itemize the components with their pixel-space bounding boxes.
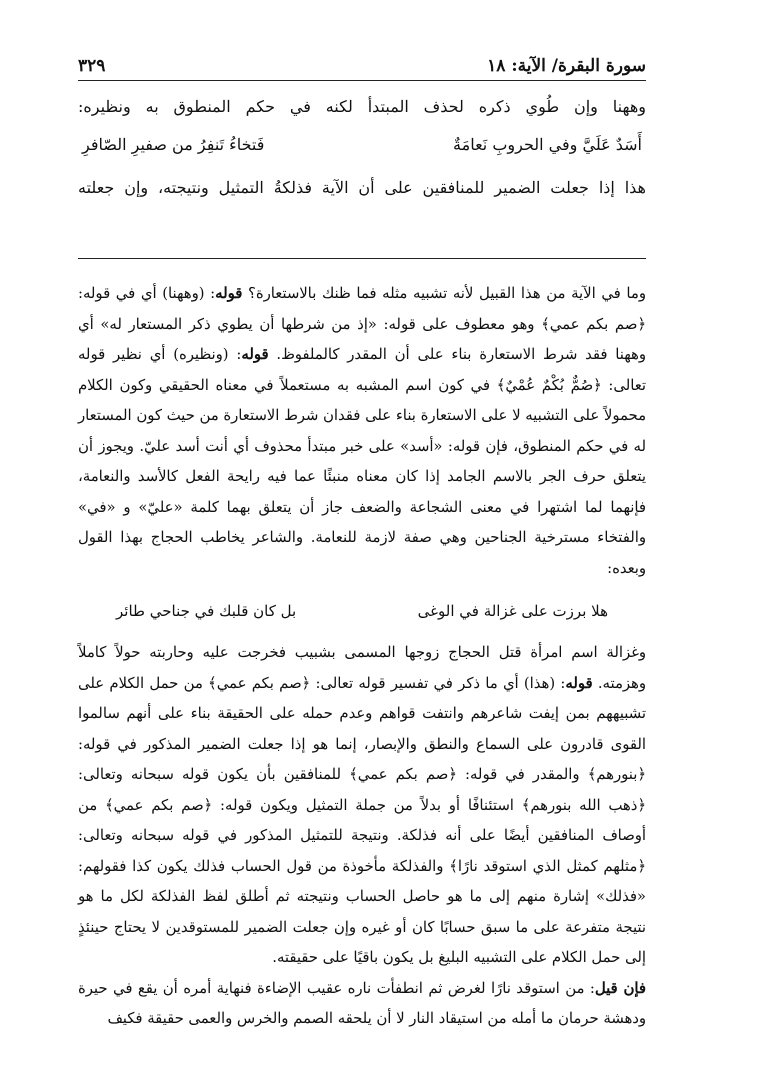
commentary-text: : (ونظيره) أي نظير قوله تعالى: ﴿صُمٌّ بُكْمٌ عُمْيٌ﴾ في كون اسم المشبه به مستعملاً في معناه الحقيقي وكون الكلام محمولاً على التشبيه لا على الاستعارة بناء على فقدان شرط الاستعارة من حيث كون المستعار له في حكم المنطوق، فإن قوله: «أسد» على خبر مبتدأ محذوف أي أنت أسد عليّ. ويجوز أن يتعلق حرف الجر بالاسم الجامد إذا كان معناه منبئًا عما فيه رايحة الفعل كالأسد والنعامة، فإنهما لما اشتهرا في معنى الشجاعة والضعف جاز أن يتعلق بهما كلمة «عليّ» و «في» والفتخاء مسترخية الجناحين وهي صفة لازمة للنعامة. والشاعر يخاطب الحجاج بهذا القول وبعده: (78, 346, 646, 577)
verse-second-hemistich: فَتخاءُ تَنفِرُ من صفيرِ الصّافرِ (82, 135, 265, 154)
verse-second-hemistich: بل كان قلبك في جناحي طائر (116, 602, 297, 620)
commentary-paragraph (78, 974, 646, 1035)
commentary-keyword: قوله (241, 346, 269, 363)
main-text (78, 92, 646, 208)
commentary-text: وما في الآية من هذا القبيل لأنه تشبيه مثله فما ظنك بالاستعارة؟ (242, 285, 646, 302)
commentary (78, 279, 646, 1035)
commentary-text: : (وههنا) أي في قوله: ﴿صم بكم عمي﴾ وهو معطوف على قوله: «إذ من شرطها أن يطوي ذكر المستعار له» أي وههنا فقد شرط الاستعارة بناء على أن المقدر كالملفوظ. (78, 285, 647, 363)
commentary-keyword: فإن قيل (594, 979, 646, 997)
main-text-line: هذا إذا جعلت الضمير للمنافقين على أن الآية فذلكةُ التمثيل ونتيجته، وإن جعلته (78, 178, 646, 197)
verse-first-hemistich: أَسَدٌ عَلَيَّ وفي الحروبِ نَعامَةٌ (453, 135, 642, 154)
commentary-keyword: قوله (565, 674, 593, 692)
footnote-divider (78, 258, 646, 259)
main-text-line: وههنا وإن طُوي ذكره لحذف المبتدأ لكنه في حكم المنطوق به ونظيره: (78, 97, 646, 116)
commentary-text: وغزالة اسم امرأة قتل الحجاج زوجها المسمى بشبيب فخرجت عليه وحاربته حولاً كاملاً وهزمته. (78, 644, 646, 692)
verse-first-hemistich: هلا برزت على غزالة في الوغى (417, 602, 608, 620)
commentary-text: : من استوقد نارًا لغرض ثم انطفأت ناره عقيب الإضاءة فنهاية أمره أن يقع في حيرة ودهشة حرمان ما أمله من استيقاد النار لا أن يلحقه الصمم والخرس والعمى حقيقة فكيف (78, 979, 646, 1027)
commentary-paragraph (78, 638, 646, 974)
page-header (78, 46, 646, 81)
commentary-text: : (هذا) أي ما ذكر في تفسير قوله تعالى: ﴿صم بكم عمي﴾ من حمل الكلام على تشبيههم بمن إيفت شاعرهم وانتفت قواهم وعدم حمله على الحقيقة بناء على أنهم سالموا القوى قادرون على السماع والنطق والإبصار، إنما هو إذا جعلت الضمير المذكور في قوله: ﴿بنورهم﴾ والمقدر في قوله: ﴿صم بكم عمي﴾ للمنافقين بأن يكون قوله سبحانه وتعالى: ﴿ذهب الله بنورهم﴾ استئنافًا أو بدلاً من جملة التمثيل ويكون قوله: ﴿صم بكم عمي﴾ من أوصاف المنافقين أيضًا على أنه فذلكة. ونتيجة للتمثيل المذكور في قوله سبحانه وتعالى: ﴿مثلهم كمثل الذي استوقد نارًا﴾ والفذلكة مأخوذة من قول الحساب فذلك يكون كذا فقولهم: «فذلك» إشارة منهم إلى ما هو حاصل الحساب ونتيجته ثم أطلق لفظ الفذلكة لكل ما هو نتيجة متفرعة على ما سبق حسابًا كان أو غيره وإن جعلت الضمير للمستوقدين لا يحتاج حينئذٍ إلى حمل الكلام على التشبيه البليغ بل يكون باقيًا على حقيقته. (78, 674, 646, 966)
commentary-paragraph (78, 279, 646, 584)
page-number: ٣٢٩ (78, 56, 106, 76)
poetry-verse (78, 584, 646, 638)
commentary-keyword: قوله (215, 285, 243, 302)
poetry-verse (78, 122, 646, 168)
running-title: سورة البقرة/ الآية: ١٨ (487, 56, 646, 76)
